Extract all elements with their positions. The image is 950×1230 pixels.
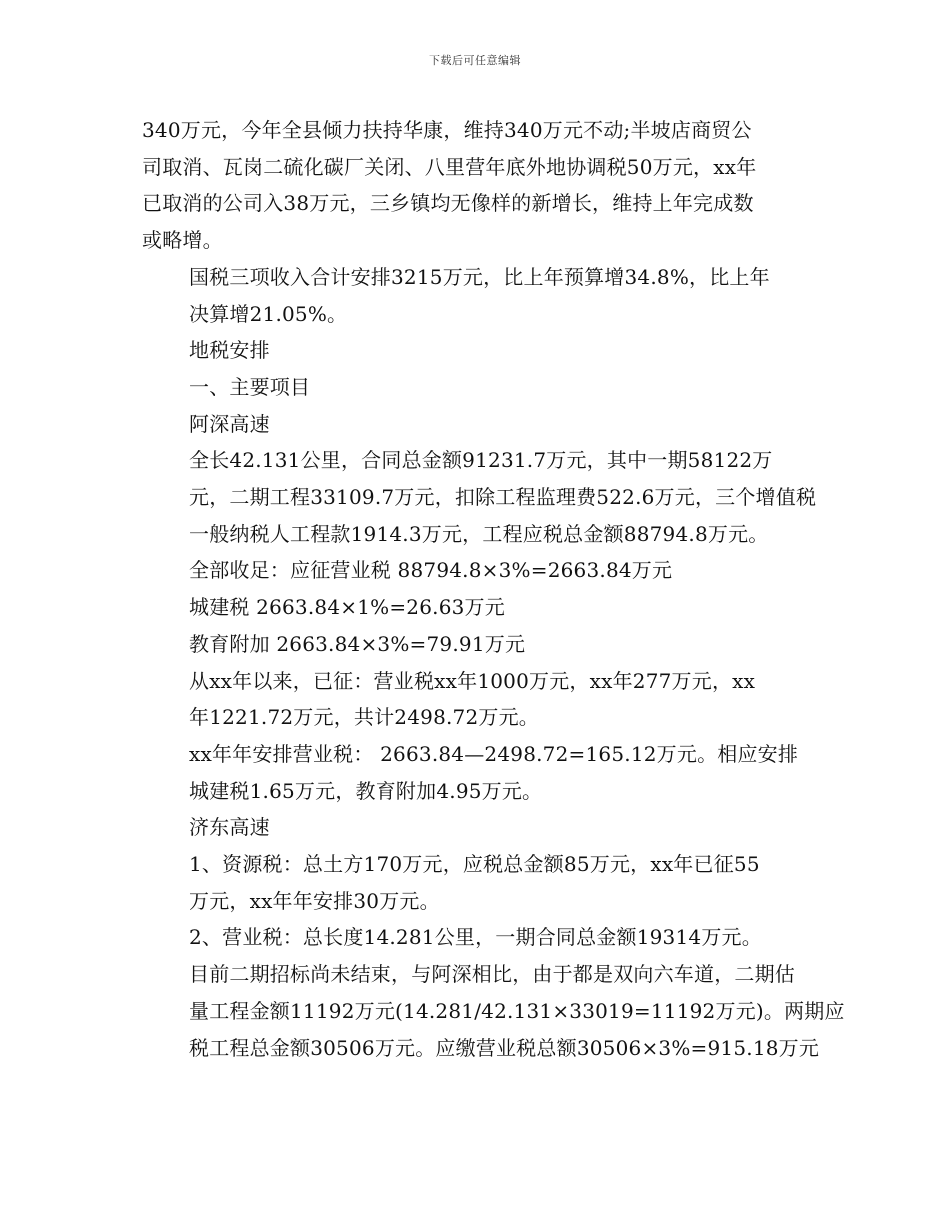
text-line: 年1221.72万元，共计2498.72万元。 <box>189 705 540 730</box>
paragraph <box>142 919 845 1066</box>
text-line: 从xx年以来，已征：营业税xx年1000万元，xx年277万元，xx <box>189 668 756 693</box>
text-line: 阿深高速 <box>189 411 270 436</box>
text-line: 一、主要项目 <box>189 374 311 399</box>
paragraph <box>142 663 810 736</box>
text-line: 城建税1.65万元，教育附加4.95万元。 <box>189 778 543 803</box>
paragraph <box>142 369 810 406</box>
text-line: 全长42.131公里，合同总金额91231.7万元，其中一期58122万 <box>189 448 773 473</box>
paragraph <box>142 626 810 663</box>
text-line: 1、资源税：总土方170万元，应税总金额85万元，xx年已征55 <box>189 852 760 877</box>
text-line: 税工程总金额30506万元。应缴营业税总额30506×3%=915.18万元 <box>189 1035 820 1060</box>
paragraph <box>142 809 810 846</box>
text-line: 量工程金额11192万元(14.281/42.131×33019=11192万元)。两期应 <box>189 998 845 1023</box>
text-line: 已取消的公司入38万元，三乡镇均无像样的新增长，维持上年完成数 <box>142 191 754 216</box>
text-line: 国税三项收入合计安排3215万元，比上年预算增34.8%，比上年 <box>189 264 770 289</box>
text-line: xx年年安排营业税： 2663.84—2498.72=165.12万元。相应安排 <box>189 741 799 766</box>
page-header: 下载后可任意编辑 <box>429 54 521 67</box>
text-line: 一般纳税人工程款1914.3万元，工程应税总金额88794.8万元。 <box>189 521 769 546</box>
paragraph <box>142 259 810 332</box>
text-line: 目前二期招标尚未结束，与阿深相比，由于都是双向六车道，二期估 <box>189 962 795 987</box>
text-line: 地税安排 <box>189 338 270 363</box>
text-line: 2、营业税：总长度14.281公里，一期合同总金额19314万元。 <box>189 925 762 950</box>
text-line: 司取消、瓦岗二硫化碳厂关闭、八里营年底外地协调税50万元，xx年 <box>142 154 757 179</box>
paragraph <box>142 112 810 259</box>
paragraph <box>142 589 810 626</box>
paragraph <box>142 406 810 443</box>
text-line: 元，二期工程33109.7万元，扣除工程监理费522.6万元，三个增值税 <box>189 485 817 510</box>
text-line: 或略增。 <box>142 228 223 253</box>
text-line: 城建税 2663.84×1%=26.63万元 <box>189 595 505 620</box>
text-line: 决算增21.05%。 <box>189 301 348 326</box>
paragraph <box>142 552 810 589</box>
document-body <box>142 112 845 1066</box>
text-line: 济东高速 <box>189 815 270 840</box>
text-line: 万元，xx年年安排30万元。 <box>189 888 440 913</box>
text-line: 全部收足：应征营业税 88794.8×3%=2663.84万元 <box>189 558 673 583</box>
text-line: 教育附加 2663.84×3%=79.91万元 <box>189 631 526 656</box>
paragraph <box>142 332 810 369</box>
paragraph <box>142 846 810 919</box>
text-line: 340万元，今年全县倾力扶持华康，维持340万元不动;半坡店商贸公 <box>142 118 752 142</box>
paragraph <box>142 736 810 809</box>
paragraph <box>142 442 817 552</box>
